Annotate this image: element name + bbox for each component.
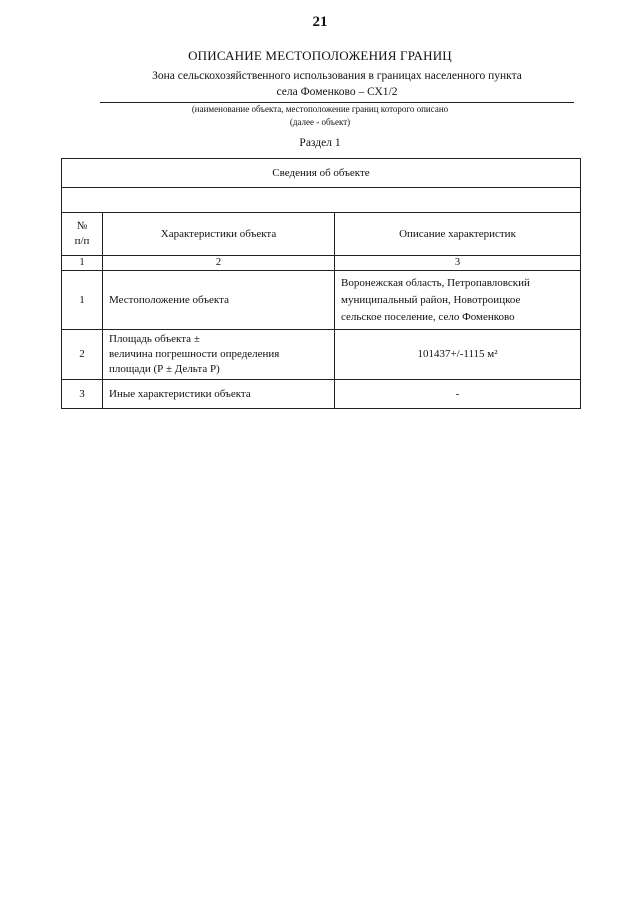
table-header-row <box>62 213 581 256</box>
table-row <box>62 271 581 330</box>
row-1-description-line-3: сельское поселение, село Фоменково <box>341 310 515 323</box>
column-number-row <box>62 256 581 271</box>
section-label: Раздел 1 <box>299 137 341 149</box>
object-name <box>100 68 574 103</box>
header-num-line-1: № <box>76 220 88 232</box>
table-row <box>62 380 581 409</box>
table-row <box>62 330 581 380</box>
column-number-3: 3 <box>335 256 581 271</box>
row-2-characteristic <box>103 330 335 380</box>
row-1-characteristic: Местоположение объекта <box>103 271 335 330</box>
row-2-num: 2 <box>62 330 103 380</box>
row-1-description-line-2: муниципальный район, Новотроицкое <box>341 293 521 306</box>
header-characteristics: Характеристики объекта <box>103 213 335 256</box>
table-title: Сведения об объекте <box>62 159 581 188</box>
object-name-line-1: Зона сельскохозяйственного использования в границах населенного пункта <box>152 70 522 82</box>
header-num-line-2: п/п <box>74 235 90 247</box>
column-number-2: 2 <box>103 256 335 271</box>
document-title: ОПИСАНИЕ МЕСТОПОЛОЖЕНИЯ ГРАНИЦ <box>188 48 452 63</box>
table-title-row <box>62 159 581 188</box>
object-name-caption <box>0 103 640 129</box>
object-name-line-2: села Фоменково – СХ1/2 <box>276 86 398 98</box>
row-3-description: - <box>335 380 581 409</box>
object-info-table <box>61 158 581 409</box>
row-2-characteristic-line-3: площади (Р ± Дельта Р) <box>109 363 220 375</box>
table-blank-cell <box>62 188 581 213</box>
row-1-description <box>335 271 581 330</box>
column-number-1: 1 <box>62 256 103 271</box>
row-2-characteristic-line-1: Площадь объекта ± <box>109 333 200 345</box>
table-blank-row <box>62 188 581 213</box>
row-1-description-line-1: Воронежская область, Петропавловский <box>341 276 530 289</box>
row-3-characteristic: Иные характеристики объекта <box>103 380 335 409</box>
row-2-characteristic-line-2: величина погрешности определения <box>109 348 280 360</box>
header-num <box>62 213 103 256</box>
row-3-num: 3 <box>62 380 103 409</box>
row-2-description: 101437+/-1115 м² <box>335 330 581 380</box>
caption-line-1: (наименование объекта, местоположение границ которого описано <box>191 104 449 114</box>
header-description: Описание характеристик <box>335 213 581 256</box>
page-number: 21 <box>312 14 328 30</box>
caption-line-2: (далее - объект) <box>289 117 351 127</box>
row-1-num: 1 <box>62 271 103 330</box>
